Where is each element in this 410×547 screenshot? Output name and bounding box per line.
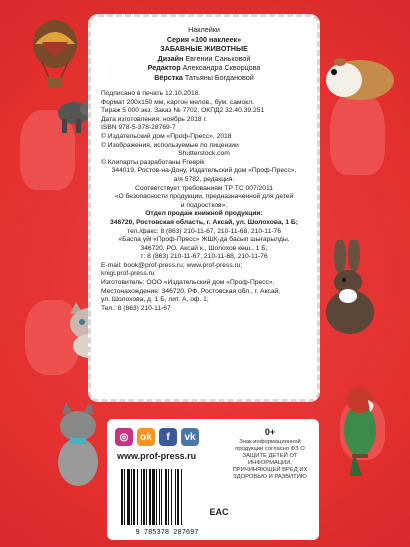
- editor-credit: Александра Скворцова: [182, 63, 261, 72]
- eac-certification-mark: EAC: [208, 502, 230, 522]
- kazakh-phones: т: 8 (863) 210-11-67, 210-11-68, 210-11-76: [140, 253, 268, 261]
- sales-address: 346720, Ростовская область, г. Аксай, ул. Шолохова, 1 Б;: [110, 218, 298, 226]
- vk-icon[interactable]: vk: [181, 428, 199, 446]
- sales-title: Отдел продаж книжной продукции:: [145, 210, 263, 218]
- imprint-body: [101, 90, 307, 313]
- editor-label: Редактор: [147, 63, 181, 72]
- standard-compliance: Соответствует требованиям ТР ТС 007/2011: [135, 184, 273, 192]
- parrot-image: [332, 380, 388, 478]
- design-credit: Евгении Саньковой: [185, 53, 251, 63]
- imprint-header: [101, 25, 307, 82]
- website-url[interactable]: www.prof-press.ru: [117, 451, 197, 461]
- manufacturer-phone: Тел.: 8 (863) 210-11-67: [101, 304, 171, 312]
- design-label: Дизайн: [157, 53, 184, 63]
- rabbit-image: [318, 240, 380, 336]
- age-rating-box: [225, 427, 315, 481]
- odnoklassniki-icon[interactable]: ok: [137, 428, 155, 446]
- books-site: knigi.prof-press.ru: [101, 270, 155, 278]
- standard-compliance-line2: «О безопасности продукции, предназначенной для детей: [114, 193, 294, 201]
- signed-date: Подписано в печать 12.10.2018.: [101, 90, 201, 97]
- editorial-address-line2: а/я 5782, редакция.: [173, 175, 235, 183]
- sales-phones: тел./факс: 8 (863) 210-11-67, 210-11-68, 210-11-76: [127, 227, 281, 235]
- age-rating: 0+: [264, 427, 276, 437]
- isbn-barcode: [117, 467, 217, 537]
- kazakh-address: 346720, РО, Аксай к., Шолохов көш., 1 Б;: [140, 244, 268, 252]
- age-rating-text: Знак информационной продукции согласно ФЗ О ЗАЩИТЕ ДЕТЕЙ ОТ ИНФОРМАЦИИ, ПРИЧИНЯЮЩЕЙ ВРЕД ИХ ЗДОРОВЬЮ И РАЗВИТИЮ: [232, 439, 308, 480]
- contact-email: E-mail: book@prof-press.ru; www.prof-press.ru;: [101, 261, 243, 269]
- instagram-icon[interactable]: ◎: [115, 428, 133, 446]
- imprint-panel: [88, 14, 320, 402]
- editorial-address: 344019, Ростов-на-Дону, Издательский дом «Проф-Пресс»,: [111, 167, 297, 175]
- copyright-images-source: Shutterstock.com: [178, 150, 230, 158]
- book-title: ЗАБАВНЫЕ ЖИВОТНЫЕ: [160, 44, 248, 53]
- facebook-icon[interactable]: f: [159, 428, 177, 446]
- clipart-credit: © Клипарты разработаны Freepik: [101, 158, 205, 166]
- manufacture-date: Дата изготовления: ноябрь 2018 г.: [101, 115, 207, 123]
- kazakh-imprint: «Баспа үйі «Проф-Пресс» ЖШҚ-да басып шығарылды.: [118, 236, 290, 244]
- copyright-publisher: © Издательский дом «Проф-Пресс», 2018: [101, 132, 232, 140]
- cat-image: [48, 400, 108, 488]
- manufacturer-address: ул. Шолохова, д. 1 Б, лит. А, оф. 1;: [101, 296, 209, 304]
- layout-credit: Татьяны Богдановой: [184, 72, 254, 82]
- print-run: Тираж 5 000 экз. Заказ № 7702. ОКПД2 32.40.39.251: [101, 107, 265, 115]
- hot-air-balloon-image: [30, 20, 80, 92]
- manufacturer-location: Местонахождение: 346720, РФ, Ростовская обл., г. Аксай,: [101, 287, 281, 295]
- layout-label: Вёрстка: [154, 72, 183, 82]
- social-links: [115, 428, 199, 446]
- standard-compliance-line3: и подростков».: [180, 201, 228, 209]
- isbn: ISBN 978-5-378-28769-7: [101, 124, 176, 132]
- guinea-pig-image: [318, 50, 398, 104]
- series-name: Серия «100 наклеек»: [166, 34, 242, 44]
- svg-text:9 785378 287697: 9 785378 287697: [135, 529, 199, 537]
- copyright-images: © Изображения, используемые по лицензии: [101, 141, 239, 149]
- manufacturer: Изготовитель: ООО «Издательский дом «Проф-Пресс».: [101, 279, 275, 287]
- product-type: Наклейки: [188, 25, 220, 34]
- format-info: Формат 200x150 мм, картон мелов., бум. самокл.: [101, 98, 254, 106]
